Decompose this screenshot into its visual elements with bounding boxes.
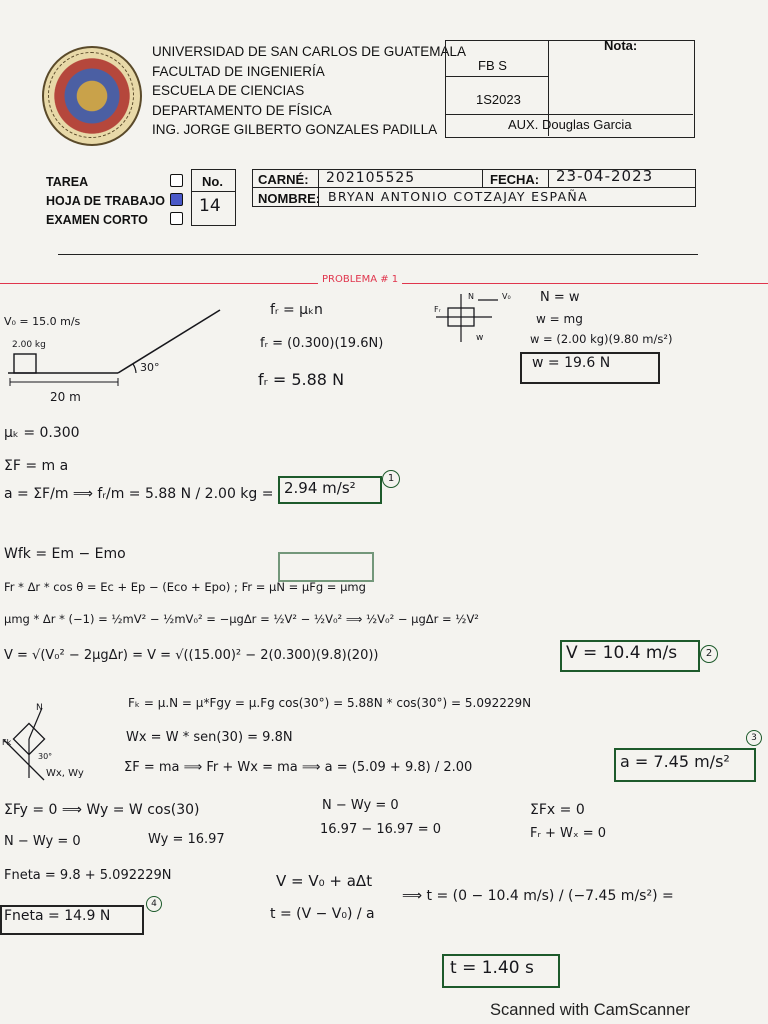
fbd1-velocity: V₀ <box>502 292 511 301</box>
header-line: ESCUELA DE CIENCIAS <box>152 83 305 98</box>
answer-marker-3: 3 <box>746 730 762 746</box>
info-divider <box>482 169 483 188</box>
weight-y-value: Wy = 16.97 <box>148 832 225 847</box>
fecha-value: 23-04-2023 <box>556 167 654 185</box>
incline-acceleration-derivation: ΣF = ma ⟹ Fr + Wx = ma ⟹ a = (5.09 + 9.8) / 2.00 <box>124 760 473 775</box>
header-line: FACULTAD DE INGENIERÍA <box>152 63 325 79</box>
header-separator <box>58 254 698 255</box>
weight-answer: w = 19.6 N <box>532 355 611 371</box>
distance-label: 20 m <box>50 390 81 404</box>
friction-eq-1: fᵣ = μₖn <box>270 302 323 318</box>
normal-balance-3: 16.97 − 16.97 = 0 <box>320 822 442 837</box>
friction-wx-balance: Fᵣ + Wₓ = 0 <box>530 826 607 841</box>
net-force-sum: Fneta = 9.8 + 5.092229N <box>4 868 172 883</box>
acceleration-derivation: a = ΣF/m ⟹ fᵣ/m = 5.88 N / 2.00 kg = <box>4 486 274 502</box>
answer-marker-2: 2 <box>700 645 718 663</box>
header-line: DEPARTAMENTO DE FÍSICA <box>152 102 332 118</box>
weight-eq-2: w = (2.00 kg)(9.80 m/s²) <box>530 332 673 346</box>
time-substitution: ⟹ t = (0 − 10.4 m/s) / (−7.45 m/s²) = <box>402 888 674 904</box>
assignment-type-label: HOJA DE TRABAJO <box>46 194 165 208</box>
normal-balance: N − Wy = 0 <box>4 834 81 849</box>
energy-equation-1: Fr * Δr * cos θ = Ec + Ep − (Eco + Epo) ; Fr = μN = μFg = μmg <box>4 580 366 594</box>
examen-corto-checkbox[interactable] <box>170 212 183 225</box>
number-value: 14 <box>199 196 221 216</box>
nombre-label: NOMBRE: <box>258 191 321 206</box>
grade-divider <box>445 76 548 77</box>
weight-eq-1: w = mg <box>536 312 583 326</box>
header-line: UNIVERSIDAD DE SAN CARLOS DE GUATEMALA <box>152 44 467 59</box>
acceleration-answer: 2.94 m/s² <box>284 479 356 497</box>
number-divider <box>191 191 236 192</box>
velocity-derivation: V = √(V₀² − 2μgΔr) = V = √((15.00)² − 2(0.300)(9.8)(20)) <box>4 648 379 663</box>
info-divider <box>548 169 549 188</box>
assignment-type-label: TAREA <box>46 175 89 189</box>
friction-eq-2: fᵣ = (0.300)(19.6N) <box>260 336 384 351</box>
weight-x-component: Wx = W * sen(30) = 9.8N <box>126 730 293 745</box>
tarea-checkbox[interactable] <box>170 174 183 187</box>
normal-balance-2: N − Wy = 0 <box>322 798 399 813</box>
energy-equation-2: μmg * Δr * (−1) = ½mV² − ½mV₀² = −μgΔr = ½V² − ½V₀² ⟹ ½V₀² − μgΔr = ½V² <box>4 612 479 626</box>
fbd1-friction: Fᵣ <box>434 305 441 314</box>
carne-value: 202105525 <box>326 170 416 186</box>
incline-friction: Fₖ = μ.N = μ*Fgy = μ.Fg cos(30°) = 5.88N * cos(30°) = 5.092229N <box>128 696 532 710</box>
assignment-type-label: EXAMEN CORTO <box>46 213 148 227</box>
sum-forces-y: ΣFy = 0 ⟹ Wy = W cos(30) <box>4 802 200 818</box>
aux-name: AUX. Douglas Garcia <box>508 117 632 132</box>
fbd2-angle: 30° <box>38 752 53 761</box>
course-code: FB S <box>478 58 507 73</box>
answer-marker-4: 4 <box>146 896 162 912</box>
fbd2-friction: Fk <box>2 738 12 747</box>
net-force-answer: Fneta = 14.9 N <box>4 908 111 924</box>
problem-title: PROBLEMA # 1 <box>318 274 402 285</box>
kinetic-coefficient: μₖ = 0.300 <box>4 425 80 441</box>
time-answer: t = 1.40 s <box>450 958 534 978</box>
sum-forces-x: ΣFx = 0 <box>530 802 585 818</box>
header-line: ING. JORGE GILBERTO GONZALES PADILLA <box>152 122 438 137</box>
answer-marker-1: 1 <box>382 470 400 488</box>
initial-velocity: V₀ = 15.0 m/s <box>4 315 81 328</box>
hoja-de-trabajo-checkbox[interactable] <box>170 193 183 206</box>
angle-label: 30° <box>140 361 160 374</box>
institution-header <box>152 42 466 140</box>
assignment-types <box>46 173 165 230</box>
seal-ring <box>48 52 134 138</box>
scan-watermark: Scanned with CamScanner <box>490 1001 690 1019</box>
incline-acceleration-answer: a = 7.45 m/s² <box>620 752 730 771</box>
kinematic-equation: V = V₀ + aΔt <box>276 872 373 890</box>
fecha-label: FECHA: <box>490 172 540 187</box>
nombre-value: BRYAN ANTONIO COTZAJAY ESPAÑA <box>328 189 588 204</box>
fbd2-weight: Wx, Wy <box>46 768 84 779</box>
velocity-answer: V = 10.4 m/s <box>566 643 678 663</box>
fbd1-normal: N <box>468 292 474 301</box>
grade-divider <box>445 114 693 115</box>
fbd1-weight: w <box>476 333 484 343</box>
fbd2-normal: N <box>36 703 43 713</box>
time-expression: t = (V − V₀) / a <box>270 906 375 922</box>
mass-label: 2.00 kg <box>12 340 46 350</box>
newton-second-law: ΣF = m a <box>4 458 69 474</box>
nota-label: Nota: <box>604 38 638 53</box>
semester: 1S2023 <box>476 92 521 107</box>
number-label: No. <box>202 174 223 189</box>
normal-eq: N = w <box>540 290 580 305</box>
friction-eq-3: fᵣ = 5.88 N <box>258 370 345 389</box>
energy-highlight <box>278 552 374 582</box>
carne-label: CARNÉ: <box>258 172 309 187</box>
work-energy-theorem: Wfk = Em − Emo <box>4 546 126 562</box>
